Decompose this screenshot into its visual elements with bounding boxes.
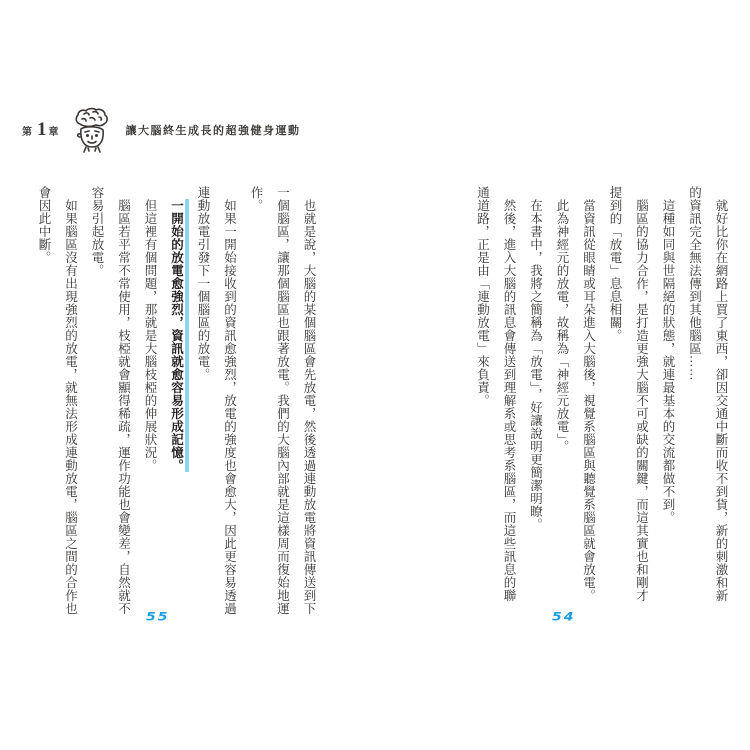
paragraph: 當資訊從眼睛或耳朵進入大腦後，視覺系腦區與聽覺系腦區就會放電。 xyxy=(581,198,596,602)
paragraph: 然後，進入大腦的訊息會傳送到理解系或思考系腦區，而這些訊息的聯通道路，正是由「連動放電」來負責。 xyxy=(475,186,516,602)
paragraph: 此為神經元的放電，故稱為「神經元放電」。 xyxy=(555,198,569,453)
paragraph: 如果一開始接收到的資訊愈強烈，放電的強度也會愈大，因此更容易透過連動放電引發下一個腦區的放電。 xyxy=(196,186,237,615)
paragraph: 如果腦區沒有出現強烈的放電，就無法形成連動放電，腦區之間的合作也會因此中斷。 xyxy=(37,186,78,615)
paragraph: 腦區若平常不常使用，枝椏就會顯得稀疏，運作功能也會變差，自然就不容易引起放電。 xyxy=(90,186,131,615)
chapter-header xyxy=(22,106,301,154)
key-sentence-highlighted xyxy=(163,186,190,624)
paragraph: 也就是說，大腦的某個腦區會先放電，然後透過連動放電將資訊傳送到下一個腦區，讓那個腦區也跟著放電。我們的大腦內部就是這樣周而復始地運作。 xyxy=(249,186,316,615)
highlight-marker: 一開始的放電愈強烈，資訊就愈容易形成記憶。 xyxy=(170,199,189,472)
paragraph: 就好比你在網路上買了東西，卻因交通中斷而收不到貨，新的刺激和新的資訊完全無法傳到其他腦區…… xyxy=(687,186,728,602)
chapter-suffix: 章 xyxy=(48,126,62,138)
page-right-text xyxy=(444,186,734,614)
doctor-face-icon xyxy=(72,107,112,153)
chapter-prefix: 第 xyxy=(22,126,35,138)
paragraph: 在本書中，我將之簡稱為「放電」，好讓說明更簡潔明瞭。 xyxy=(528,198,543,531)
page-number-left: 55 xyxy=(146,610,170,624)
page-number-right: 54 xyxy=(552,610,576,624)
paragraph: 這種如同與世隔絕的狀態，就連最基本的交流都做不到。 xyxy=(661,198,675,524)
chapter-label xyxy=(22,119,62,141)
paragraph: 但這裡有個問題，那就是大腦枝椏的伸展狀況。 xyxy=(143,198,157,472)
chapter-title: 讓大腦終生成長的超強健身運動 xyxy=(125,125,301,137)
paragraph: 腦區的協力合作，是打造更強大腦不可或缺的關鍵，而這其實也和剛才提到的「放電」息息相關。 xyxy=(608,186,649,602)
page-left-text xyxy=(30,186,322,624)
chapter-number: 1 xyxy=(37,119,47,140)
